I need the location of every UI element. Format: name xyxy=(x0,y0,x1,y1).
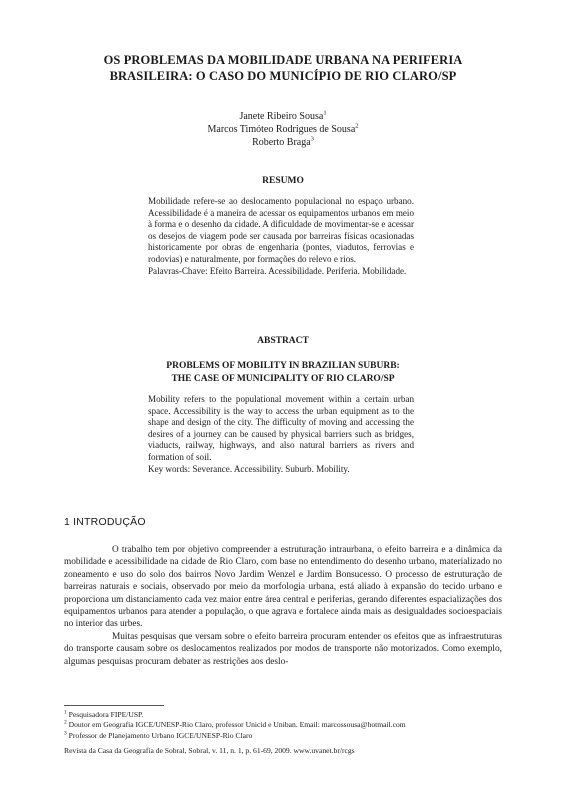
author-2: Marcos Timóteo Rodrigues de Sousa$^2$ xyxy=(207,122,359,135)
resumo-heading: RESUMO xyxy=(262,176,304,186)
resumo-keywords: Palavras-Chave: Efeito Barreira. Acessibilidade. Periferia. Mobilidade. xyxy=(148,265,407,276)
abstract-title xyxy=(60,360,506,385)
footnote-2: $^2$ Doutor em Geografia IGCE/UNESP-Rio Claro, professor Unicid e Uniban. Email: marcossousa@hotmail.com xyxy=(64,719,406,730)
paper-title-line-2: BRASILEIRA: O CASO DO MUNICÍPIO DE RIO CLARO/SP xyxy=(109,69,457,83)
abstract-text: Mobility refers to the populational movement within a certain urban space. Accessibility is the way to access the urban equipment as to the shape and design of the city. The difficulty of moving and accessing the desires of a journey can be caused by physical barriers such as bridges, viaducts, railway, highways, and also natural barriers as rivers and formation of soil. xyxy=(148,394,414,462)
footnote-1: $^1$ Pesquisadora FIPE/USP. xyxy=(64,709,144,719)
resumo-block xyxy=(148,196,414,277)
author-3-footnote-mark: 3 xyxy=(310,135,314,143)
footnote-divider xyxy=(64,705,164,706)
paper-title-line-1: OS PROBLEMAS DA MOBILIDADE URBANA NA PERIFERIA xyxy=(103,53,463,67)
footnotes xyxy=(64,710,504,741)
section-body xyxy=(64,544,502,668)
abstract-block xyxy=(148,394,414,475)
journal-citation: Revista da Casa da Geografia de Sobral, Sobral, v. 11, n. 1, p. 61-69, 2009. www.uvanet.br/rcgs xyxy=(64,746,355,755)
author-1-footnote-mark: 1 xyxy=(323,109,327,117)
abstract-title-line-1: PROBLEMS OF MOBILITY IN BRAZILIAN SUBURB: xyxy=(166,361,400,371)
author-list xyxy=(60,110,506,149)
author-3: Roberto Braga$^3$ xyxy=(252,135,314,148)
abstract-title-line-2: THE CASE OF MUNICIPALITY OF RIO CLARO/SP xyxy=(171,373,395,384)
section-title: 1 INTRODUÇÃO xyxy=(64,516,146,528)
author-2-footnote-mark: 2 xyxy=(355,122,359,130)
abstract-keywords: Key words: Severance. Accessibility. Suburb. Mobility. xyxy=(148,463,350,474)
body-paragraph-2: Muitas pesquisas que versam sobre o efeito barreira procuram entender os efeitos que as infraestruturas do transporte causam sobre os deslocamentos realizados por modos de transporte não motorizados. Como exemplo, algumas pesquisas procuram debater as restrições aos deslo- xyxy=(64,631,502,667)
paper-title xyxy=(60,52,506,84)
abstract-heading: ABSTRACT xyxy=(257,336,309,346)
author-1: Janete Ribeiro Sousa$^1$ xyxy=(239,109,327,122)
resumo-text: Mobilidade refere-se ao deslocamento populacional no espaço urbano. Acessibilidade é a maneira de acessar os equipamentos urbanos em meio à forma e o desenho da cidade. A dificuldade de movimentar-se e acessar os desejos de viagem pode ser causada por barreiras físicas ocasionadas historicamente por obras de engenharia (pontes, viadutos, ferrovias e rodovias) e naturalmente, por formações do relevo e rios. xyxy=(148,196,414,264)
footnote-3: $^3$ Professor de Planejamento Urbano IGCE/UNESP-Rio Claro xyxy=(64,730,253,740)
body-paragraph-1: O trabalho tem por objetivo compreender a estruturação intraurbana, o efeito barreira e a dinâmica da mobilidade e acessibilidade na cidade de Rio Claro, com base no entendimento do desenho urbano, materializado no zoneamento e uso do solo dos bairros Novo Jardim Wenzel e Jardim Bonsucesso. O processo de estruturação de barreiras naturais e sociais, observado por meio da morfologia urbana, está aliado à expansão do tecido urbano e proporciona um distanciamento cada vez maior entre área central e periferias, gerando diferentes espacializações dos equipamentos urbanos para atender a população, o que agrava e fortalece ainda mais as desigualdades socioespaciais no interior das urbes. xyxy=(64,545,502,630)
